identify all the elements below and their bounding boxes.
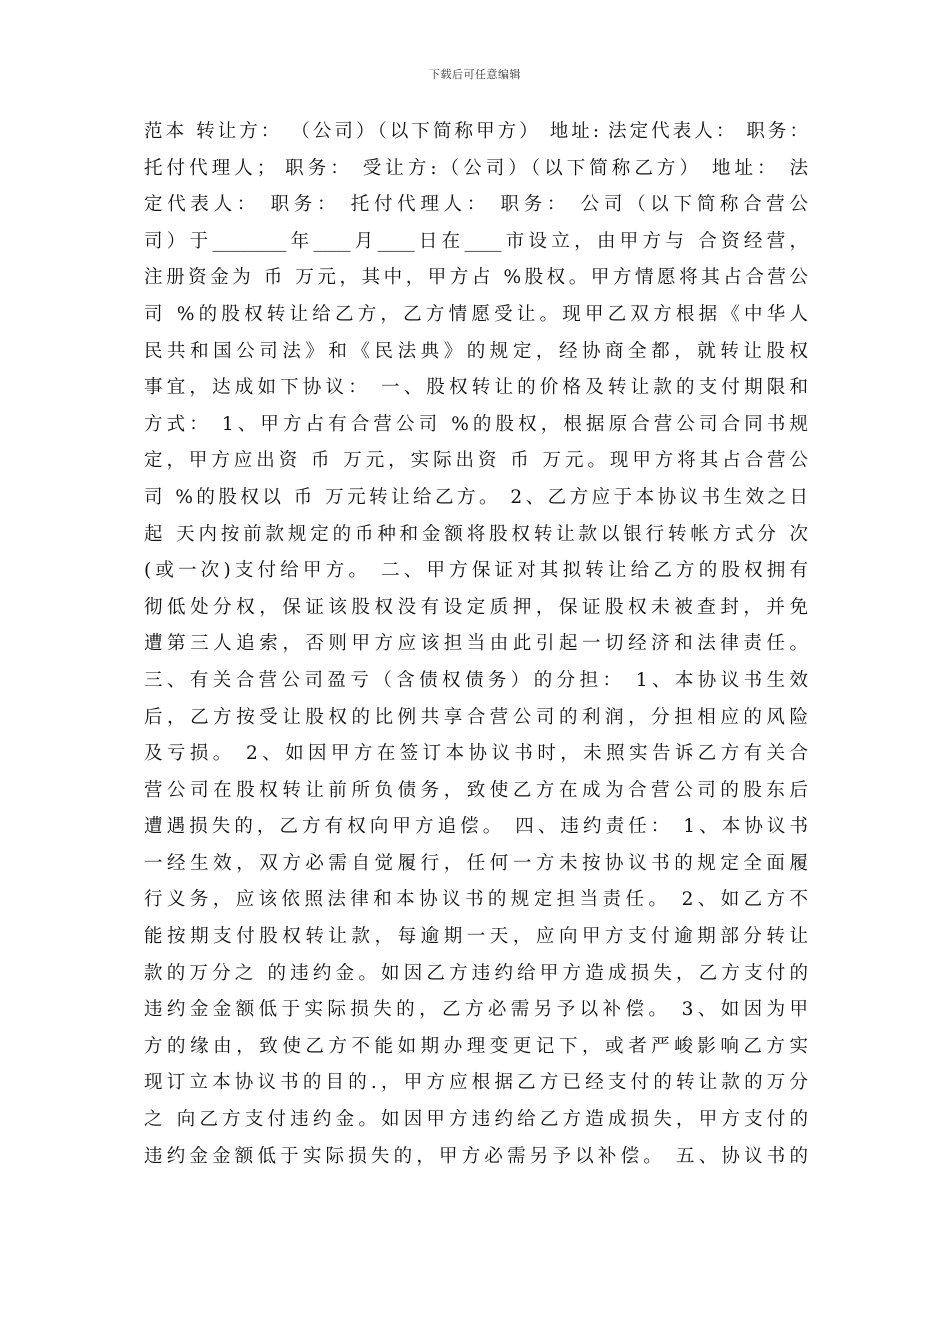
- text-line: 违约金金额低于实际损失的，甲方必需另予以补偿。 五、协议书的: [144, 1145, 808, 1167]
- text-line: (或一次)支付给甲方。 二、甲方保证对其拟转让给乙方的股权拥有: [144, 560, 808, 582]
- text-line: 定代表人： 职务： 托付代理人： 职务： 公司（以下简称合营公: [144, 194, 808, 216]
- document-body: [144, 114, 808, 1175]
- text-line: 司 %的股权以 币 万元转让给乙方。 2、乙方应于本协议书生效之日: [144, 486, 808, 508]
- text-line: 行义务，应该依照法律和本协议书的规定担当责任。 2、如乙方不: [144, 889, 808, 911]
- text-line: 彻低处分权，保证该股权没有设定质押，保证股权未被查封，并免: [144, 596, 808, 618]
- text-line: 民共和国公司法》和《民法典》的规定，经协商全都，就转让股权: [144, 340, 808, 362]
- text-line: 方式： 1、甲方占有合营公司 %的股权，根据原合营公司合同书规: [144, 413, 808, 435]
- text-line: 司）于________年____月____日在____市设立，由甲方与 合资经营，: [144, 230, 808, 252]
- text-line: 托付代理人； 职务： 受让方:（公司）（以下简称乙方） 地址： 法: [144, 157, 808, 179]
- text-line: 一经生效，双方必需自觉履行，任何一方未按协议书的规定全面履: [144, 852, 808, 874]
- text-line: 款的万分之 的违约金。如因乙方违约给甲方造成损失，乙方支付的: [144, 962, 808, 984]
- text-line: 定，甲方应出资 币 万元，实际出资 币 万元。现甲方将其占合营公: [144, 450, 808, 472]
- text-line: 能按期支付股权转让款，每逾期一天，应向甲方支付逾期部分转让: [144, 926, 808, 948]
- text-line: 起 天内按前款规定的币种和金额将股权转让款以银行转帐方式分 次: [144, 523, 808, 545]
- text-line: 及亏损。 2、如因甲方在签订本协议书时，未照实告诉乙方有关合: [144, 743, 808, 765]
- page-header: 下载后可任意编辑: [429, 68, 521, 81]
- text-line: 注册资金为 币 万元，其中，甲方占 %股权。甲方情愿将其占合营公: [144, 267, 808, 289]
- text-line: 三、有关合营公司盈亏（含债权债务）的分担： 1、本协议书生效: [144, 669, 808, 691]
- text-line: 遭遇损失的，乙方有权向甲方追偿。 四、违约责任： 1、本协议书: [144, 816, 808, 838]
- text-line: 违约金金额低于实际损失的，乙方必需另予以补偿。 3、如因为甲: [144, 999, 808, 1021]
- text-line: 后，乙方按受让股权的比例共享合营公司的利润，分担相应的风险: [144, 706, 808, 728]
- text-line: 事宜，达成如下协议： 一、股权转让的价格及转让款的支付期限和: [144, 377, 808, 399]
- text-line: 营公司在股权转让前所负债务，致使乙方在成为合营公司的股东后: [144, 779, 808, 801]
- text-line: 范本 转让方： （公司）（以下简称甲方） 地址: 法定代表人： 职务：: [144, 121, 808, 142]
- text-line: 之 向乙方支付违约金。如因甲方违约给乙方造成损失，甲方支付的: [144, 1109, 808, 1131]
- text-line: 现订立本协议书的目的.，甲方应根据乙方已经支付的转让款的万分: [144, 1072, 808, 1094]
- text-line: 司 %的股权转让给乙方，乙方情愿受让。现甲乙双方根据《中华人: [144, 303, 808, 325]
- text-line: 遭第三人追索，否则甲方应该担当由此引起一切经济和法律责任。: [144, 633, 808, 655]
- text-line: 方的缘由，致使乙方不能如期办理变更记下，或者严峻影响乙方实: [144, 1035, 808, 1057]
